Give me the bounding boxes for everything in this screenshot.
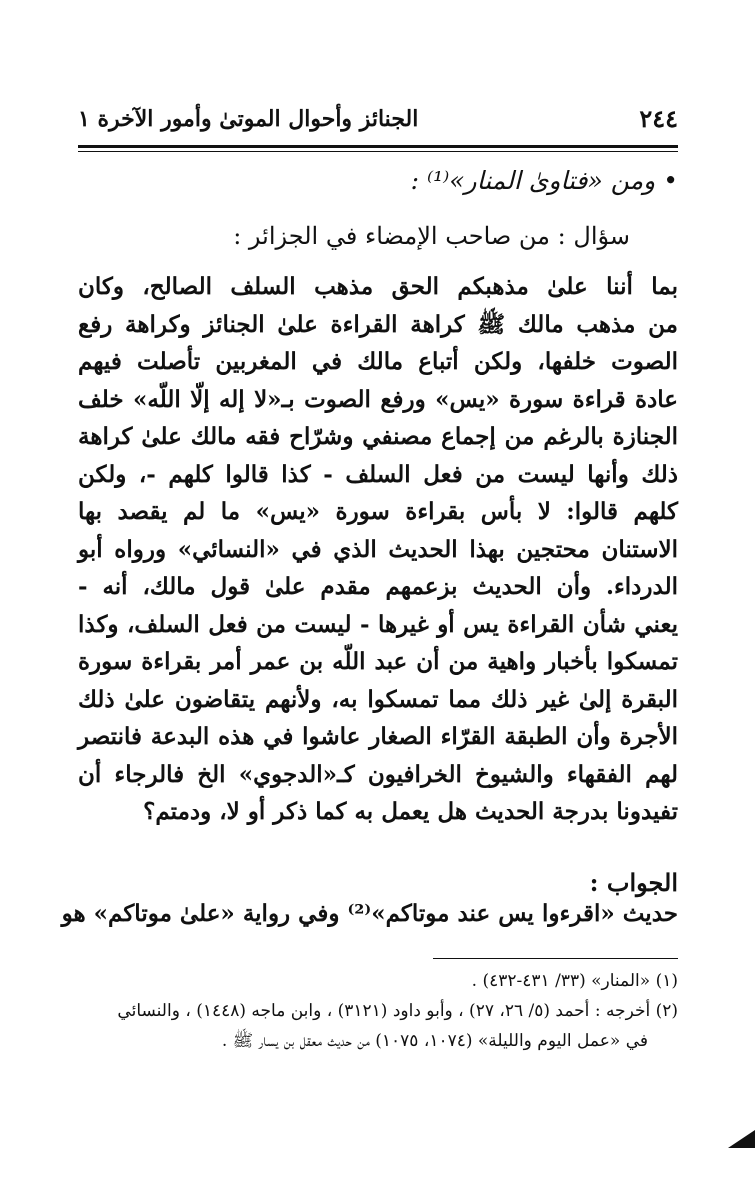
- footnote-2: (٢) أخرجه : أحمد (٥/ ٢٦، ٢٧) ، وأبو داود (٣١٢١) ، وابن ماجه (١٤٤٨) ، والنسائي: [117, 1001, 678, 1021]
- body-line: الجنازة بالرغم من إجماع مصنفي وشرّاح فقه مالك علىٰ كراهة: [78, 423, 678, 450]
- page-header: [78, 104, 678, 138]
- body-line: تفيدونا بدرجة الحديث هل يعمل به كما ذكر أو لا، ودمتم؟: [143, 798, 678, 825]
- body-line: البقرة إلىٰ غير ذلك مما تمسكوا به، ولأنهم يتقاضون علىٰ ذلك: [78, 685, 678, 713]
- body-line: لهم الفقهاء والشيوخ الخرافيون كـ«الدجوي» الخ فالرجاء أن: [78, 760, 678, 788]
- body-line: عادة قراءة سورة «يس» ورفع الصوت بـ«لا إله إلّا اللّه» خلف: [78, 385, 678, 413]
- footnote-rule: [433, 958, 678, 959]
- body-line: من مذهب مالك ﷺ كراهة القراءة علىٰ الجنائز وكراهة رفع: [78, 310, 678, 338]
- footnotes: [78, 966, 678, 1056]
- header-rule-thick: [78, 145, 678, 148]
- body-line: الصوت خلفها، ولكن أتباع مالك في المغربين تأصلت فيهم: [78, 348, 678, 375]
- answer-text: حديث «اقرءوا يس عند موتاكم»⁽²⁾ وفي رواية «علىٰ موتاكم» هو: [61, 900, 678, 927]
- question-title: سؤال : من صاحب الإمضاء في الجزائر :: [233, 222, 630, 250]
- running-title: الجنائز وأحوال الموتىٰ وأمور الآخرة ١: [78, 106, 419, 132]
- corner-triangle-icon: [728, 1130, 755, 1148]
- body-line: الأجرة وأن الطبقة القرّاء الصغار عاشوا في هذه البدعة فانتصر: [78, 723, 678, 750]
- body-line: تمسكوا بأخبار واهية من أن عبد اللّه بن عمر أمر بقراءة سورة: [78, 648, 678, 675]
- question-body: [78, 268, 678, 831]
- body-line: كلهم قالوا: لا بأس بقراءة سورة «يس» ما لم يقصد بها: [78, 498, 678, 525]
- bullet-icon: •: [663, 166, 678, 195]
- footnote-2-continued: في «عمل اليوم والليلة» (١٠٧٤، ١٠٧٥) من حديث معقل بن يسار ﷺ .: [221, 1031, 648, 1051]
- page-number: ٢٤٤: [639, 104, 678, 133]
- header-rule-thin: [78, 151, 678, 152]
- body-line: بما أننا علىٰ مذهبكم الحق مذهب السلف الصالح، وكان: [78, 273, 678, 300]
- body-line: ذلك وأنها ليست من فعل السلف - كذا قالوا كلهم -، ولكن: [78, 460, 678, 488]
- answer-title: الجواب :: [589, 868, 678, 897]
- body-line: يعني شأن القراءة يس أو غيرها - ليست من فعل السلف، وكذا: [78, 610, 678, 638]
- source-text: ومن «فتاوىٰ المنار»⁽¹⁾ :: [410, 166, 656, 195]
- footnote-1: (١) «المنار» (٣٣/ ٤٣١-٤٣٢) .: [471, 971, 678, 991]
- body-line: الدرداء. وأن الحديث بزعمهم مقدم علىٰ قول مالك، أنه -: [78, 573, 678, 600]
- body-line: الاستنان محتجين بهذا الحديث الذي في «النسائي» ورواه أبو: [78, 535, 678, 563]
- source-line: [78, 166, 678, 195]
